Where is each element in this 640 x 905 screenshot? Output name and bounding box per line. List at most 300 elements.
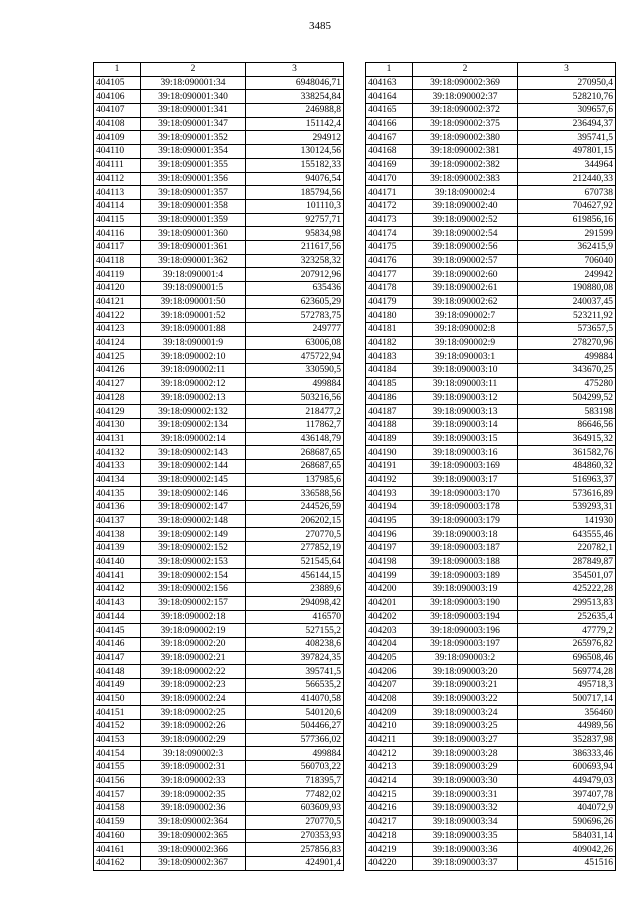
table-row — [366, 104, 616, 118]
table-row — [366, 336, 616, 350]
row-number-cell: 404217 — [366, 815, 413, 829]
table-row — [366, 802, 616, 816]
cadastral-number-cell: 39:18:090003:32 — [413, 802, 518, 816]
table-row — [94, 432, 344, 446]
value-cell: 397824,35 — [246, 651, 344, 665]
cadastral-number-cell: 39:18:090002:148 — [141, 514, 246, 528]
right-table-body — [366, 76, 616, 870]
table-row — [366, 569, 616, 583]
value-cell: 619856,16 — [518, 213, 616, 227]
row-number-cell: 404118 — [94, 254, 141, 268]
value-cell: 291599 — [518, 227, 616, 241]
row-number-cell: 404105 — [94, 76, 141, 90]
table-row — [94, 282, 344, 296]
row-number-cell: 404189 — [366, 432, 413, 446]
table-row — [94, 90, 344, 104]
cadastral-number-cell: 39:18:090002:26 — [141, 720, 246, 734]
table-row — [94, 418, 344, 432]
cadastral-number-cell: 39:18:090002:4 — [413, 186, 518, 200]
row-number-cell: 404191 — [366, 459, 413, 473]
row-number-cell: 404178 — [366, 282, 413, 296]
cadastral-number-cell: 39:18:090002:19 — [141, 624, 246, 638]
value-cell: 249942 — [518, 268, 616, 282]
row-number-cell: 404140 — [94, 555, 141, 569]
header-row — [94, 63, 344, 77]
row-number-cell: 404211 — [366, 733, 413, 747]
value-cell: 246988,8 — [246, 104, 344, 118]
value-cell: 44989,56 — [518, 720, 616, 734]
value-cell: 270770,5 — [246, 528, 344, 542]
value-cell: 603609,93 — [246, 802, 344, 816]
table-row — [94, 117, 344, 131]
row-number-cell: 404214 — [366, 774, 413, 788]
left-table — [93, 62, 344, 871]
table-row — [94, 240, 344, 254]
row-number-cell: 404190 — [366, 446, 413, 460]
cadastral-number-cell: 39:18:090002:156 — [141, 583, 246, 597]
cadastral-number-cell: 39:18:090003:37 — [413, 856, 518, 870]
value-cell: 117862,7 — [246, 418, 344, 432]
row-number-cell: 404198 — [366, 555, 413, 569]
column-header-3: 3 — [518, 63, 616, 77]
table-row — [94, 774, 344, 788]
value-cell: 495718,3 — [518, 678, 616, 692]
row-number-cell: 404166 — [366, 117, 413, 131]
cadastral-number-cell: 39:18:090003:188 — [413, 555, 518, 569]
cadastral-number-cell: 39:18:090003:31 — [413, 788, 518, 802]
value-cell: 236494,37 — [518, 117, 616, 131]
row-number-cell: 404150 — [94, 692, 141, 706]
cadastral-number-cell: 39:18:090002:61 — [413, 282, 518, 296]
table-row — [366, 665, 616, 679]
value-cell: 101110,3 — [246, 199, 344, 213]
row-number-cell: 404163 — [366, 76, 413, 90]
table-row — [94, 678, 344, 692]
row-number-cell: 404216 — [366, 802, 413, 816]
table-row — [94, 733, 344, 747]
cadastral-number-cell: 39:18:090002:35 — [141, 788, 246, 802]
value-cell: 23889,6 — [246, 583, 344, 597]
table-row — [366, 377, 616, 391]
table-row — [366, 692, 616, 706]
row-number-cell: 404152 — [94, 720, 141, 734]
cadastral-number-cell: 39:18:090001:341 — [141, 104, 246, 118]
value-cell: 408238,6 — [246, 637, 344, 651]
cadastral-number-cell: 39:18:090002:54 — [413, 227, 518, 241]
row-number-cell: 404142 — [94, 583, 141, 597]
row-number-cell: 404169 — [366, 158, 413, 172]
row-number-cell: 404145 — [94, 624, 141, 638]
cadastral-number-cell: 39:18:090002:367 — [141, 856, 246, 870]
value-cell: 362415,9 — [518, 240, 616, 254]
row-number-cell: 404202 — [366, 610, 413, 624]
cadastral-number-cell: 39:18:090003:194 — [413, 610, 518, 624]
table-row — [366, 843, 616, 857]
row-number-cell: 404170 — [366, 172, 413, 186]
table-row — [366, 774, 616, 788]
table-row — [94, 610, 344, 624]
value-cell: 539293,31 — [518, 501, 616, 515]
value-cell: 137985,6 — [246, 473, 344, 487]
value-cell: 257856,83 — [246, 843, 344, 857]
row-number-cell: 404111 — [94, 158, 141, 172]
value-cell: 294098,42 — [246, 596, 344, 610]
cadastral-number-cell: 39:18:090002:380 — [413, 131, 518, 145]
cadastral-number-cell: 39:18:090003:21 — [413, 678, 518, 692]
table-row — [94, 802, 344, 816]
table-row — [94, 665, 344, 679]
value-cell: 424901,4 — [246, 856, 344, 870]
row-number-cell: 404194 — [366, 501, 413, 515]
value-cell: 583198 — [518, 405, 616, 419]
value-cell: 521545,64 — [246, 555, 344, 569]
cadastral-number-cell: 39:18:090003:170 — [413, 487, 518, 501]
table-row — [94, 815, 344, 829]
row-number-cell: 404120 — [94, 282, 141, 296]
row-number-cell: 404144 — [94, 610, 141, 624]
table-row — [94, 651, 344, 665]
value-cell: 566535,2 — [246, 678, 344, 692]
table-row — [94, 843, 344, 857]
left-table-body — [94, 76, 344, 870]
cadastral-number-cell: 39:18:090002:14 — [141, 432, 246, 446]
value-cell: 268687,65 — [246, 446, 344, 460]
cadastral-number-cell: 39:18:090001:360 — [141, 227, 246, 241]
row-number-cell: 404136 — [94, 501, 141, 515]
column-header-1: 1 — [94, 63, 141, 77]
table-row — [366, 432, 616, 446]
value-cell: 141930 — [518, 514, 616, 528]
table-row — [366, 199, 616, 213]
cadastral-number-cell: 39:18:090003:35 — [413, 829, 518, 843]
table-row — [94, 829, 344, 843]
row-number-cell: 404219 — [366, 843, 413, 857]
row-number-cell: 404204 — [366, 637, 413, 651]
cadastral-number-cell: 39:18:090001:340 — [141, 90, 246, 104]
row-number-cell: 404173 — [366, 213, 413, 227]
table-row — [366, 240, 616, 254]
value-cell: 584031,14 — [518, 829, 616, 843]
cadastral-number-cell: 39:18:090002:24 — [141, 692, 246, 706]
cadastral-number-cell: 39:18:090002:56 — [413, 240, 518, 254]
value-cell: 268687,65 — [246, 459, 344, 473]
cadastral-number-cell: 39:18:090003:24 — [413, 706, 518, 720]
value-cell: 670738 — [518, 186, 616, 200]
row-number-cell: 404125 — [94, 350, 141, 364]
cadastral-number-cell: 39:18:090001:34 — [141, 76, 246, 90]
value-cell: 573657,5 — [518, 323, 616, 337]
cadastral-number-cell: 39:18:090002:8 — [413, 323, 518, 337]
row-number-cell: 404205 — [366, 651, 413, 665]
cadastral-number-cell: 39:18:090003:187 — [413, 542, 518, 556]
row-number-cell: 404207 — [366, 678, 413, 692]
table-row — [366, 747, 616, 761]
cadastral-number-cell: 39:18:090003:29 — [413, 761, 518, 775]
value-cell: 572783,75 — [246, 309, 344, 323]
table-row — [366, 733, 616, 747]
row-number-cell: 404188 — [366, 418, 413, 432]
value-cell: 504466,27 — [246, 720, 344, 734]
table-row — [94, 555, 344, 569]
cadastral-number-cell: 39:18:090002:383 — [413, 172, 518, 186]
row-number-cell: 404158 — [94, 802, 141, 816]
cadastral-number-cell: 39:18:090001:5 — [141, 282, 246, 296]
value-cell: 86646,56 — [518, 418, 616, 432]
value-cell: 499884 — [246, 747, 344, 761]
value-cell: 590696,26 — [518, 815, 616, 829]
row-number-cell: 404208 — [366, 692, 413, 706]
value-cell: 425222,28 — [518, 583, 616, 597]
cadastral-number-cell: 39:18:090001:355 — [141, 158, 246, 172]
row-number-cell: 404159 — [94, 815, 141, 829]
table-row — [94, 473, 344, 487]
table-row — [366, 596, 616, 610]
row-number-cell: 404156 — [94, 774, 141, 788]
value-cell: 436148,79 — [246, 432, 344, 446]
row-number-cell: 404112 — [94, 172, 141, 186]
row-number-cell: 404122 — [94, 309, 141, 323]
table-row — [366, 295, 616, 309]
cadastral-number-cell: 39:18:090003:16 — [413, 446, 518, 460]
table-row — [366, 254, 616, 268]
row-number-cell: 404147 — [94, 651, 141, 665]
row-number-cell: 404130 — [94, 418, 141, 432]
cadastral-number-cell: 39:18:090002:37 — [413, 90, 518, 104]
cadastral-number-cell: 39:18:090002:52 — [413, 213, 518, 227]
table-row — [94, 158, 344, 172]
cadastral-number-cell: 39:18:090003:28 — [413, 747, 518, 761]
value-cell: 643555,46 — [518, 528, 616, 542]
table-row — [366, 213, 616, 227]
cadastral-number-cell: 39:18:090002:157 — [141, 596, 246, 610]
row-number-cell: 404116 — [94, 227, 141, 241]
value-cell: 185794,56 — [246, 186, 344, 200]
cadastral-number-cell: 39:18:090003:197 — [413, 637, 518, 651]
value-cell: 577366,02 — [246, 733, 344, 747]
value-cell: 270950,4 — [518, 76, 616, 90]
table-row — [366, 186, 616, 200]
cadastral-number-cell: 39:18:090001:359 — [141, 213, 246, 227]
table-row — [366, 487, 616, 501]
table-row — [94, 76, 344, 90]
table-row — [366, 651, 616, 665]
cadastral-number-cell: 39:18:090001:50 — [141, 295, 246, 309]
row-number-cell: 404138 — [94, 528, 141, 542]
value-cell: 528210,76 — [518, 90, 616, 104]
value-cell: 338254,84 — [246, 90, 344, 104]
table-row — [366, 829, 616, 843]
cadastral-number-cell: 39:18:090002:60 — [413, 268, 518, 282]
cadastral-number-cell: 39:18:090002:20 — [141, 637, 246, 651]
table-row — [366, 788, 616, 802]
cadastral-number-cell: 39:18:090002:33 — [141, 774, 246, 788]
value-cell: 504299,52 — [518, 391, 616, 405]
row-number-cell: 404119 — [94, 268, 141, 282]
cadastral-number-cell: 39:18:090002:3 — [141, 747, 246, 761]
value-cell: 323258,32 — [246, 254, 344, 268]
cadastral-number-cell: 39:18:090002:62 — [413, 295, 518, 309]
value-cell: 354501,07 — [518, 569, 616, 583]
cadastral-number-cell: 39:18:090001:356 — [141, 172, 246, 186]
cadastral-number-cell: 39:18:090003:25 — [413, 720, 518, 734]
table-row — [94, 254, 344, 268]
value-cell: 336588,56 — [246, 487, 344, 501]
table-row — [94, 487, 344, 501]
cadastral-number-cell: 39:18:090002:29 — [141, 733, 246, 747]
table-row — [366, 514, 616, 528]
row-number-cell: 404213 — [366, 761, 413, 775]
value-cell: 523211,92 — [518, 309, 616, 323]
row-number-cell: 404128 — [94, 391, 141, 405]
row-number-cell: 404180 — [366, 309, 413, 323]
row-number-cell: 404107 — [94, 104, 141, 118]
row-number-cell: 404218 — [366, 829, 413, 843]
cadastral-number-cell: 39:18:090003:11 — [413, 377, 518, 391]
table-row — [366, 391, 616, 405]
cadastral-number-cell: 39:18:090003:30 — [413, 774, 518, 788]
table-row — [366, 172, 616, 186]
cadastral-number-cell: 39:18:090003:196 — [413, 624, 518, 638]
table-row — [366, 624, 616, 638]
value-cell: 63006,08 — [246, 336, 344, 350]
cadastral-number-cell: 39:18:090002:25 — [141, 706, 246, 720]
row-number-cell: 404155 — [94, 761, 141, 775]
table-row — [94, 446, 344, 460]
row-number-cell: 404143 — [94, 596, 141, 610]
value-cell: 527155,2 — [246, 624, 344, 638]
table-row — [94, 364, 344, 378]
value-cell: 475722,94 — [246, 350, 344, 364]
value-cell: 92757,71 — [246, 213, 344, 227]
row-number-cell: 404165 — [366, 104, 413, 118]
cadastral-number-cell: 39:18:090002:153 — [141, 555, 246, 569]
row-number-cell: 404151 — [94, 706, 141, 720]
row-number-cell: 404129 — [94, 405, 141, 419]
value-cell: 352837,98 — [518, 733, 616, 747]
table-row — [94, 692, 344, 706]
row-number-cell: 404153 — [94, 733, 141, 747]
row-number-cell: 404203 — [366, 624, 413, 638]
row-number-cell: 404115 — [94, 213, 141, 227]
row-number-cell: 404157 — [94, 788, 141, 802]
cadastral-number-cell: 39:18:090002:382 — [413, 158, 518, 172]
cadastral-number-cell: 39:18:090003:190 — [413, 596, 518, 610]
value-cell: 635436 — [246, 282, 344, 296]
row-number-cell: 404184 — [366, 364, 413, 378]
value-cell: 456144,15 — [246, 569, 344, 583]
value-cell: 706040 — [518, 254, 616, 268]
row-number-cell: 404109 — [94, 131, 141, 145]
table-row — [366, 706, 616, 720]
value-cell: 240037,45 — [518, 295, 616, 309]
row-number-cell: 404167 — [366, 131, 413, 145]
table-row — [366, 761, 616, 775]
value-cell: 484860,32 — [518, 459, 616, 473]
value-cell: 130124,56 — [246, 145, 344, 159]
table-row — [366, 459, 616, 473]
cadastral-number-cell: 39:18:090002:9 — [413, 336, 518, 350]
table-row — [94, 405, 344, 419]
value-cell: 600693,94 — [518, 761, 616, 775]
table-row — [366, 815, 616, 829]
row-number-cell: 404131 — [94, 432, 141, 446]
cadastral-number-cell: 39:18:090002:364 — [141, 815, 246, 829]
table-row — [366, 268, 616, 282]
row-number-cell: 404162 — [94, 856, 141, 870]
row-number-cell: 404196 — [366, 528, 413, 542]
table-row — [366, 405, 616, 419]
table-row — [94, 624, 344, 638]
cadastral-number-cell: 39:18:090002:152 — [141, 542, 246, 556]
table-row — [366, 227, 616, 241]
table-row — [366, 117, 616, 131]
table-row — [94, 104, 344, 118]
cadastral-number-cell: 39:18:090001:347 — [141, 117, 246, 131]
right-table — [365, 62, 616, 871]
value-cell: 386333,46 — [518, 747, 616, 761]
row-number-cell: 404149 — [94, 678, 141, 692]
table-row — [94, 637, 344, 651]
column-header-1: 1 — [366, 63, 413, 77]
value-cell: 94076,54 — [246, 172, 344, 186]
cadastral-number-cell: 39:18:090001:358 — [141, 199, 246, 213]
cadastral-number-cell: 39:18:090002:22 — [141, 665, 246, 679]
table-row — [94, 542, 344, 556]
table-row — [94, 706, 344, 720]
row-number-cell: 404172 — [366, 199, 413, 213]
row-number-cell: 404113 — [94, 186, 141, 200]
cadastral-number-cell: 39:18:090002:21 — [141, 651, 246, 665]
value-cell: 47779,2 — [518, 624, 616, 638]
row-number-cell: 404126 — [94, 364, 141, 378]
row-number-cell: 404177 — [366, 268, 413, 282]
row-number-cell: 404160 — [94, 829, 141, 843]
cadastral-number-cell: 39:18:090001:354 — [141, 145, 246, 159]
row-number-cell: 404185 — [366, 377, 413, 391]
row-number-cell: 404123 — [94, 323, 141, 337]
cadastral-number-cell: 39:18:090002:149 — [141, 528, 246, 542]
row-number-cell: 404181 — [366, 323, 413, 337]
table-row — [94, 583, 344, 597]
row-number-cell: 404220 — [366, 856, 413, 870]
value-cell: 573616,89 — [518, 487, 616, 501]
cadastral-number-cell: 39:18:090003:14 — [413, 418, 518, 432]
value-cell: 299513,83 — [518, 596, 616, 610]
table-row — [366, 528, 616, 542]
cadastral-number-cell: 39:18:090003:34 — [413, 815, 518, 829]
row-number-cell: 404195 — [366, 514, 413, 528]
row-number-cell: 404146 — [94, 637, 141, 651]
cadastral-number-cell: 39:18:090001:362 — [141, 254, 246, 268]
cadastral-number-cell: 39:18:090002:132 — [141, 405, 246, 419]
row-number-cell: 404137 — [94, 514, 141, 528]
table-row — [366, 473, 616, 487]
table-row — [366, 76, 616, 90]
value-cell: 309657,6 — [518, 104, 616, 118]
cadastral-number-cell: 39:18:090003:178 — [413, 501, 518, 515]
cadastral-number-cell: 39:18:090002:7 — [413, 309, 518, 323]
cadastral-number-cell: 39:18:090001:4 — [141, 268, 246, 282]
value-cell: 252635,4 — [518, 610, 616, 624]
table-row — [94, 268, 344, 282]
cadastral-number-cell: 39:18:090002:31 — [141, 761, 246, 775]
cadastral-number-cell: 39:18:090003:36 — [413, 843, 518, 857]
row-number-cell: 404182 — [366, 336, 413, 350]
row-number-cell: 404108 — [94, 117, 141, 131]
table-row — [366, 282, 616, 296]
table-row — [366, 323, 616, 337]
value-cell: 278270,96 — [518, 336, 616, 350]
